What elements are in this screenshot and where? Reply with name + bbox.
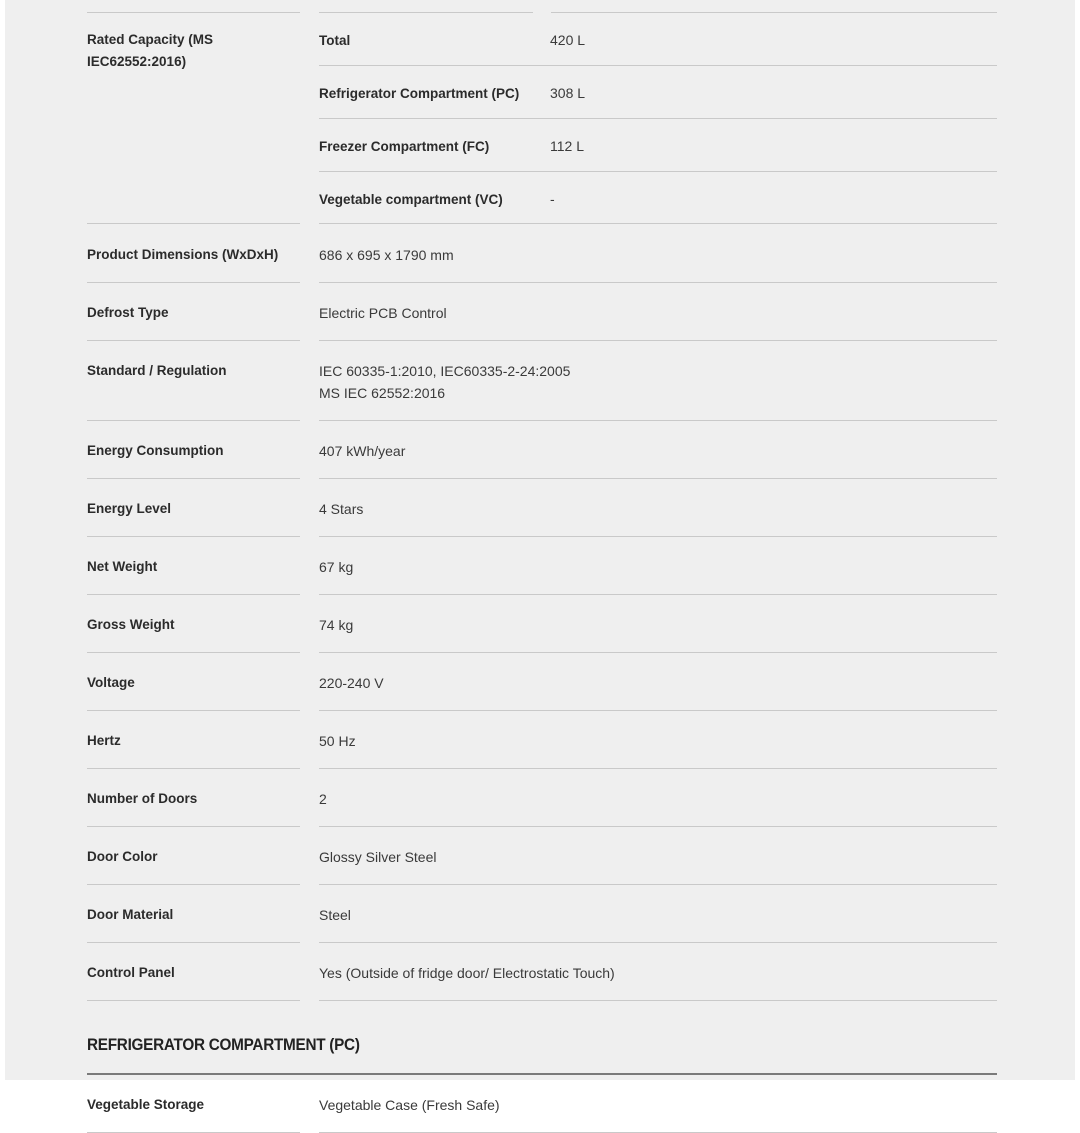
spec-value: 4 Stars [319,479,997,537]
spec-label: Energy Consumption [87,421,300,479]
spec-label: Product Dimensions (WxDxH) [87,225,300,283]
spec-value-line: IEC 60335-1:2010, IEC60335-2-24:2005 [319,363,571,379]
spec-row-door-color [87,827,997,885]
spec-label: Vegetable Storage [87,1075,300,1133]
spec-row-hertz [87,711,997,769]
spec-label: Number of Doors [87,769,300,827]
top-dividers [87,0,997,13]
sub-value: 420 L [550,32,586,48]
spec-label: Door Color [87,827,300,885]
spec-row-gross-weight [87,595,997,653]
spec-label: Voltage [87,653,300,711]
sub-row-refrigerator [319,66,997,119]
spec-row-product-dimensions [87,225,997,283]
spec-row-energy-level [87,479,997,537]
spec-value-line: MS IEC 62552:2016 [319,385,446,401]
sub-value: - [550,191,555,207]
sub-row-total [319,13,997,66]
sub-row-vegetable [319,172,997,224]
sub-row-freezer [319,119,997,172]
spec-row-defrost-type [87,283,997,341]
spec-value: 74 kg [319,595,997,653]
spec-value: Glossy Silver Steel [319,827,997,885]
sub-value: 112 L [550,138,584,154]
spec-row-number-of-doors [87,769,997,827]
spec-value: 67 kg [319,537,997,595]
spec-value: Electric PCB Control [319,283,997,341]
sub-value: 308 L [550,85,586,101]
rated-capacity-subtable [319,13,997,224]
spec-row-control-panel [87,943,997,1001]
spec-page [5,0,1075,1113]
spec-value: Yes (Outside of fridge door/ Electrostatic Touch) [319,943,997,1001]
spec-label: Gross Weight [87,595,300,653]
spec-row-net-weight [87,537,997,595]
spec-row-vegetable-storage [87,1075,997,1133]
spec-row-energy-consumption [87,421,997,479]
spec-label: Net Weight [87,537,300,595]
spec-value: Vegetable Case (Fresh Safe) [319,1075,997,1133]
spec-table [87,0,997,1133]
spec-value: Steel [319,885,997,943]
sub-label: Vegetable compartment (VC) [319,192,503,207]
spec-value: 686 x 695 x 1790 mm [319,225,997,283]
spec-label: Energy Level [87,479,300,537]
spec-value [319,341,997,421]
spec-value: 220-240 V [319,653,997,711]
spec-label: Rated Capacity (MS IEC62552:2016) [87,13,300,224]
section-heading-refrigerator-compartment: REFRIGERATOR COMPARTMENT (PC) [87,1035,360,1054]
sub-label: Freezer Compartment (FC) [319,139,490,154]
spec-label: Hertz [87,711,300,769]
spec-row-standard-regulation [87,341,997,421]
spec-label: Defrost Type [87,283,300,341]
spec-label: Standard / Regulation [87,341,300,421]
spec-label: Door Material [87,885,300,943]
sub-label: Total [319,33,351,48]
spec-label: Control Panel [87,943,300,1001]
spec-row-voltage [87,653,997,711]
spec-value: 2 [319,769,997,827]
spec-row-rated-capacity [87,13,997,224]
spec-value: 407 kWh/year [319,421,997,479]
spec-row-door-material [87,885,997,943]
spec-value: 50 Hz [319,711,997,769]
sub-label: Refrigerator Compartment (PC) [319,86,520,101]
